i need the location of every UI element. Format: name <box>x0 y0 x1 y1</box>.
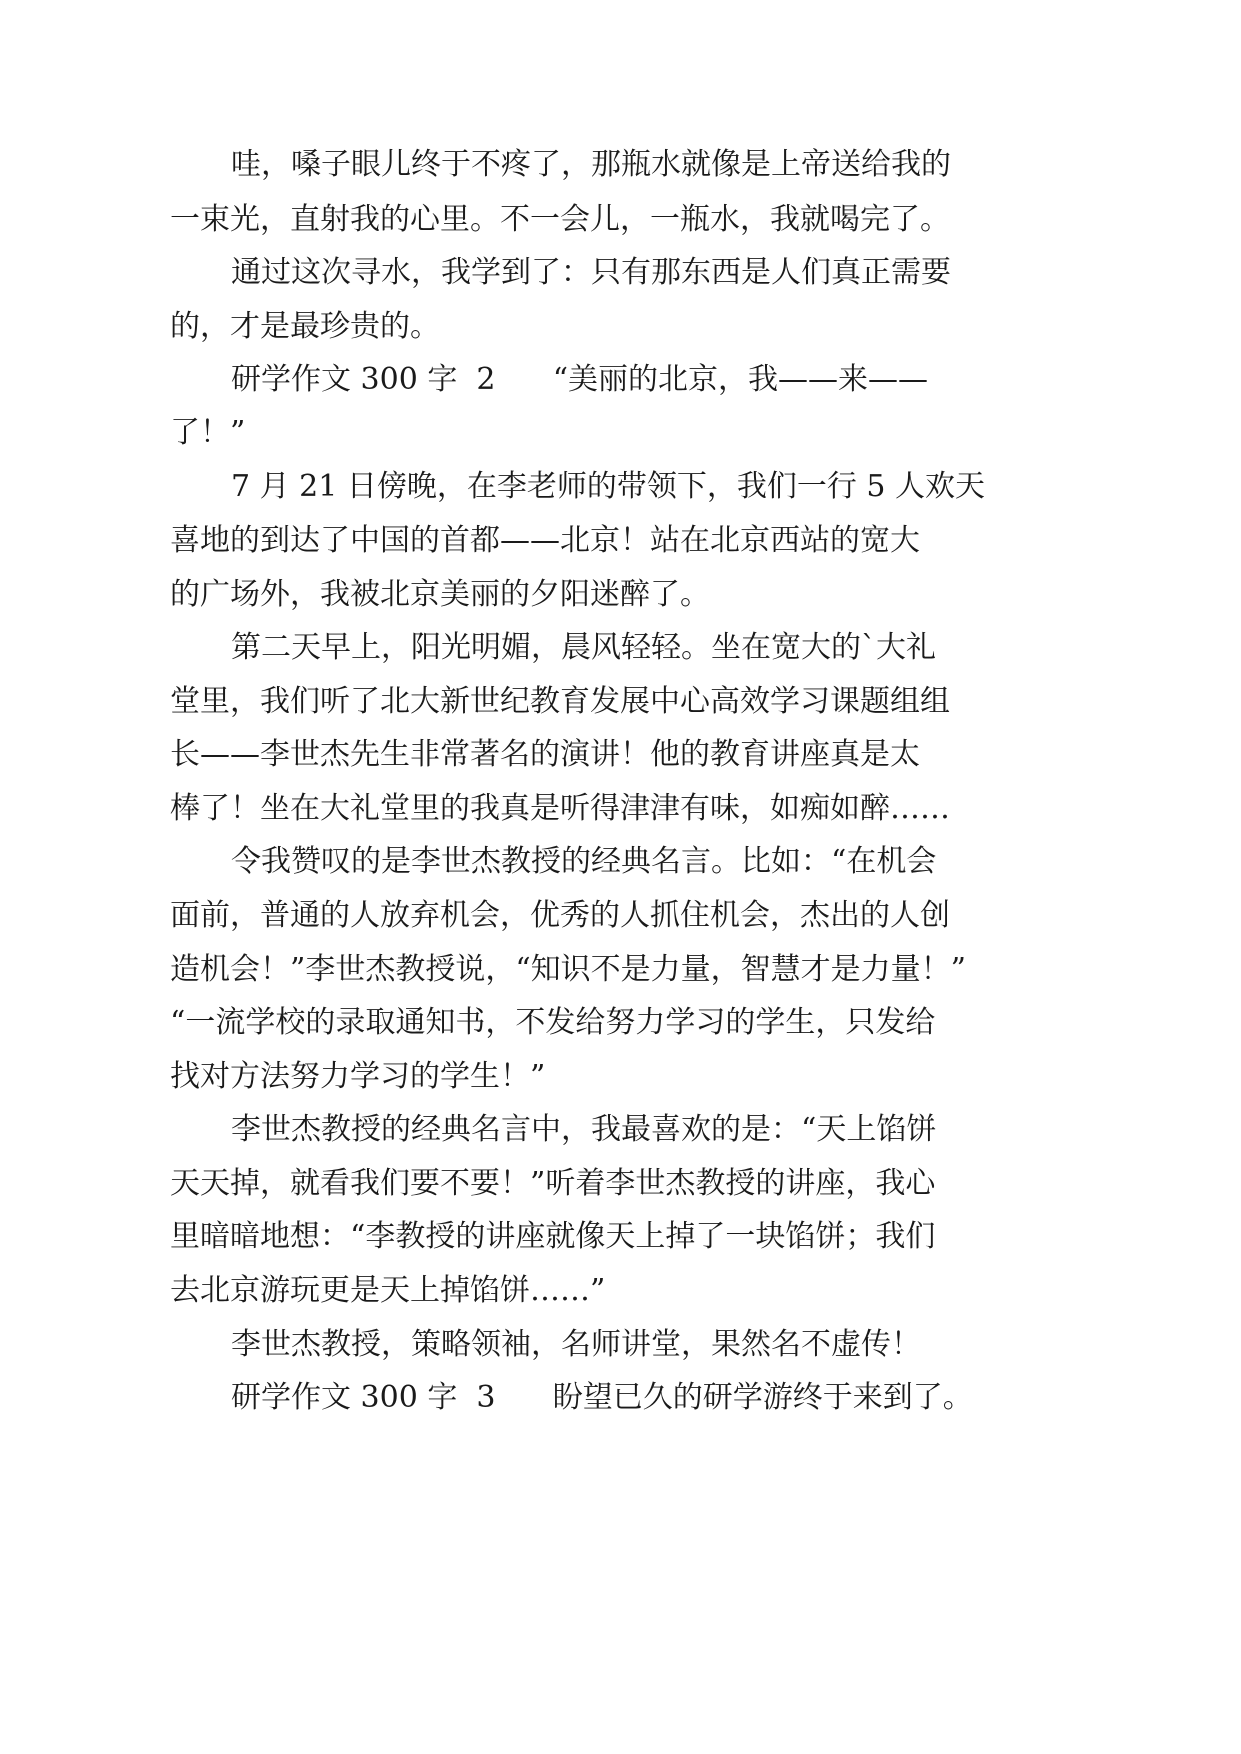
text-line: 找对方法努力学习的学生！” <box>170 1059 546 1094</box>
text-line: 令我赞叹的是李世杰教授的经典名言。比如：“在机会 <box>231 844 937 879</box>
text-line: 堂里，我们听了北大新世纪教育发展中心高效学习课题组组 <box>170 684 950 719</box>
text-line: 李世杰教授，策略领袖，名师讲堂，果然名不虚传！ <box>231 1327 921 1362</box>
text-line: 天天掉，就看我们要不要！”听着李世杰教授的讲座，我心 <box>170 1166 936 1201</box>
text-line: “一流学校的录取通知书，不发给努力学习的学生，只发给 <box>170 1005 936 1040</box>
text-line: 面前，普通的人放弃机会，优秀的人抓住机会，杰出的人创 <box>170 898 950 933</box>
text-line: 第二天早上，阳光明媚，晨风轻轻。坐在宽大的`大礼 <box>231 630 936 665</box>
text-line: 喜地的到达了中国的首都——北京！站在北京西站的宽大 <box>170 523 920 558</box>
text-line: 里暗暗地想：“李教授的讲座就像天上掉了一块馅饼；我们 <box>170 1219 936 1254</box>
text-line: 一束光，直射我的心里。不一会儿，一瓶水，我就喝完了。 <box>170 202 950 237</box>
section-heading: 研学作文 300 字 3 盼望已久的研学游终于来到了。 <box>231 1380 973 1415</box>
text-line: 长——李世杰先生非常著名的演讲！他的教育讲座真是太 <box>170 737 920 772</box>
text-line: 棒了！坐在大礼堂里的我真是听得津津有味，如痴如醉…… <box>170 791 950 826</box>
text-line: 造机会！”李世杰教授说，“知识不是力量，智慧才是力量！” <box>170 952 967 987</box>
text-line: 通过这次寻水，我学到了：只有那东西是人们真正需要 <box>231 255 951 290</box>
section-heading: 研学作文 300 字 2 “美丽的北京，我——来—— <box>231 362 929 397</box>
text-line: 的广场外，我被北京美丽的夕阳迷醉了。 <box>170 577 710 612</box>
text-line: 7 月 21 日傍晚，在李老师的带领下，我们一行 5 人欢天 <box>231 469 986 504</box>
text-line: 李世杰教授的经典名言中，我最喜欢的是：“天上馅饼 <box>231 1112 937 1147</box>
text-line: 了！” <box>170 415 246 450</box>
text-line: 的，才是最珍贵的。 <box>170 309 440 344</box>
text-line: 哇，嗓子眼儿终于不疼了，那瓶水就像是上帝送给我的 <box>231 147 951 182</box>
text-line: 去北京游玩更是天上掉馅饼……” <box>170 1273 606 1308</box>
